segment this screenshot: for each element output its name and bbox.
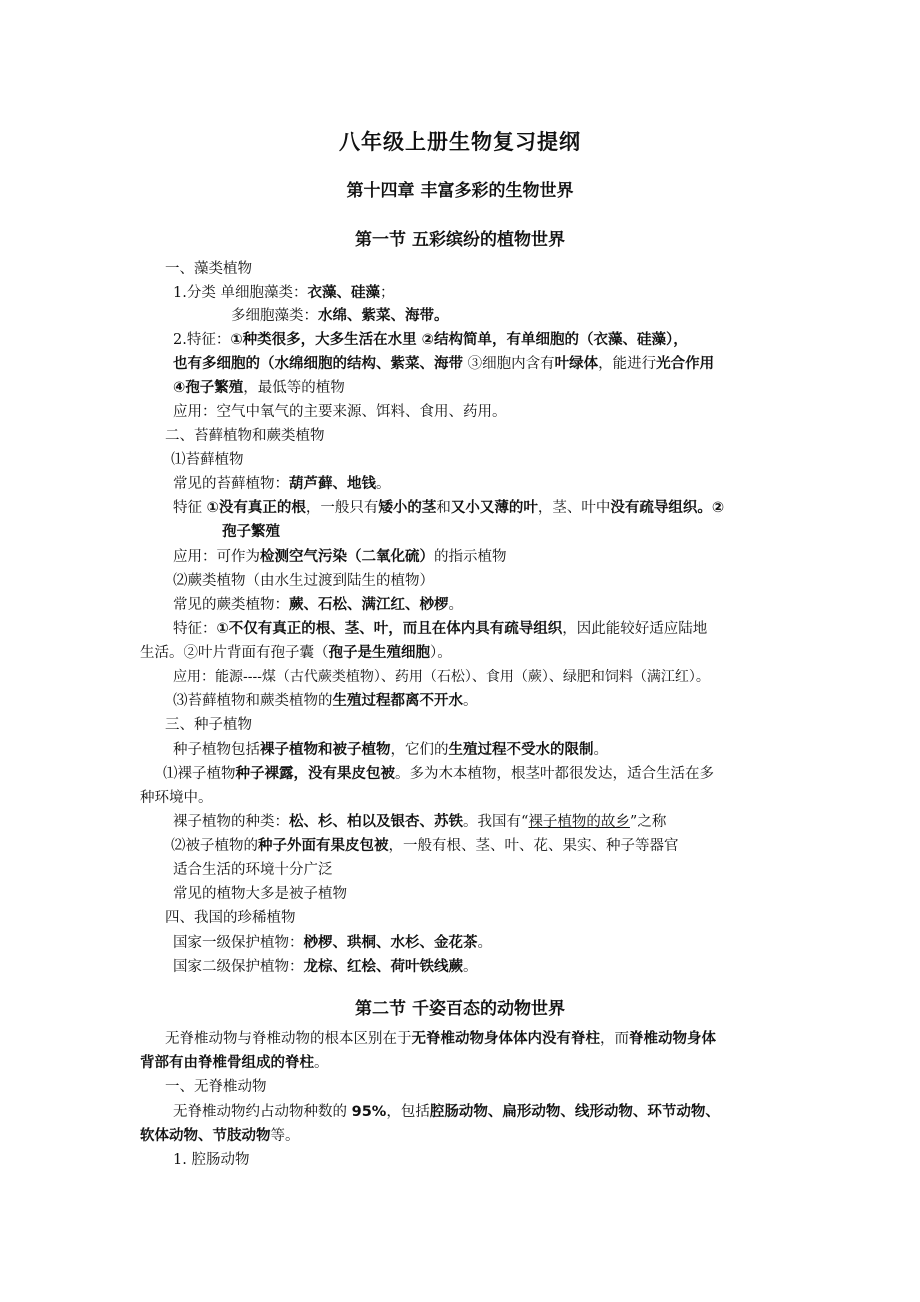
moss-fern-reproduction-line: ⑶苔藓植物和蕨类植物的生殖过程都离不开水。 (173, 693, 478, 709)
algae-application-line: 应用：空气中氧气的主要来源、饵料、食用、药用。 (173, 404, 507, 420)
section-title-2: 第二节 千姿百态的动物世界 (355, 999, 565, 1019)
moss-subheading: ⑴苔藓植物 (171, 452, 244, 468)
heading-invertebrates: 一、无脊椎动物 (165, 1079, 267, 1095)
seed-plants-line: 种子植物包括裸子植物和被子植物，它们的生殖过程不受水的限制。 (173, 742, 608, 758)
vertebrate-distinction-line: 无脊椎动物与脊椎动物的根本区别在于无脊椎动物身体体内没有脊柱，而脊椎动物身体 (165, 1031, 716, 1047)
gymnosperm-types-line: 裸子植物的种类：松、杉、柏以及银杏、苏铁。我国有“裸子植物的故乡”之称 (173, 814, 667, 830)
heading-seed-plants: 三、种子植物 (165, 717, 252, 733)
invertebrate-share-line-2: 软体动物、节肢动物等。 (140, 1128, 300, 1144)
algae-classification-line: 1.分类 单细胞藻类：衣藻、硅藻； (173, 285, 395, 301)
heading-rare-plants: 四、我国的珍稀植物 (165, 910, 296, 926)
heading-moss-fern: 二、苔藓植物和蕨类植物 (165, 428, 325, 444)
document-title: 八年级上册生物复习提纲 (339, 130, 581, 154)
chapter-title: 第十四章 丰富多彩的生物世界 (346, 181, 574, 201)
angiosperm-line-2: 适合生活的环境十分广泛 (173, 862, 333, 878)
moss-features-line: 特征 ①没有真正的根，一般只有矮小的茎和又小又薄的叶，茎、叶中没有疏导组织。② (173, 500, 725, 516)
heading-algae: 一、藻类植物 (165, 261, 252, 277)
coelenterate-heading: 1. 腔肠动物 (173, 1152, 250, 1168)
rare-plants-level2-line: 国家二级保护植物：龙棕、红桧、荷叶铁线蕨。 (173, 959, 478, 975)
moss-application-line: 应用：可作为检测空气污染（二氧化硫）的指示植物 (173, 549, 507, 565)
fern-common-line: 常见的蕨类植物：蕨、石松、满江红、桫椤。 (173, 597, 463, 613)
vertebrate-distinction-line-2: 背部有由脊椎骨组成的脊柱。 (140, 1055, 329, 1071)
algae-features-line-3: ④孢子繁殖，最低等的植物 (173, 380, 345, 396)
angiosperm-line: ⑵被子植物的种子外面有果皮包被，一般有根、茎、叶、花、果实、种子等器官 (171, 838, 679, 854)
moss-features-line-2: 孢子繁殖 (222, 524, 280, 540)
section-title-1: 第一节 五彩缤纷的植物世界 (355, 230, 565, 250)
gymnosperm-line-2: 种环境中。 (140, 790, 213, 806)
algae-multicellular-line: 多细胞藻类：水绵、紫菜、海带。 (231, 308, 449, 324)
gymnosperm-line: ⑴裸子植物种子裸露，没有果皮包被。多为木本植物，根茎叶都很发达，适合生活在多 (163, 766, 714, 782)
angiosperm-line-3: 常见的植物大多是被子植物 (173, 886, 347, 902)
fern-application-line: 应用：能源----煤（古代蕨类植物）、药用（石松）、食用（蕨）、绿肥和饲料（满江红）。 (173, 669, 710, 685)
moss-common-line: 常见的苔藓植物：葫芦藓、地钱。 (173, 476, 391, 492)
fern-features-line-2: 生活。②叶片背面有孢子囊（孢子是生殖细胞）。 (140, 645, 452, 661)
algae-features-line: 2.特征：①种类很多，大多生活在水里 ②结构简单，有单细胞的（衣藻、硅藻）， (173, 332, 688, 348)
invertebrate-share-line: 无脊椎动物约占动物种数的 95%，包括腔肠动物、扁形动物、线形动物、环节动物、 (173, 1104, 720, 1120)
rare-plants-level1-line: 国家一级保护植物：桫椤、珙桐、水杉、金花茶。 (173, 935, 492, 951)
algae-features-line-2: 也有多细胞的（水绵细胞的结构、紫菜、海带 ③细胞内含有叶绿体，能进行光合作用 (173, 356, 715, 372)
fern-features-line: 特征：①不仅有真正的根、茎、叶，而且在体内具有疏导组织，因此能较好适应陆地 (173, 621, 708, 637)
fern-subheading: ⑵蕨类植物（由水生过渡到陆生的植物） (173, 573, 434, 589)
